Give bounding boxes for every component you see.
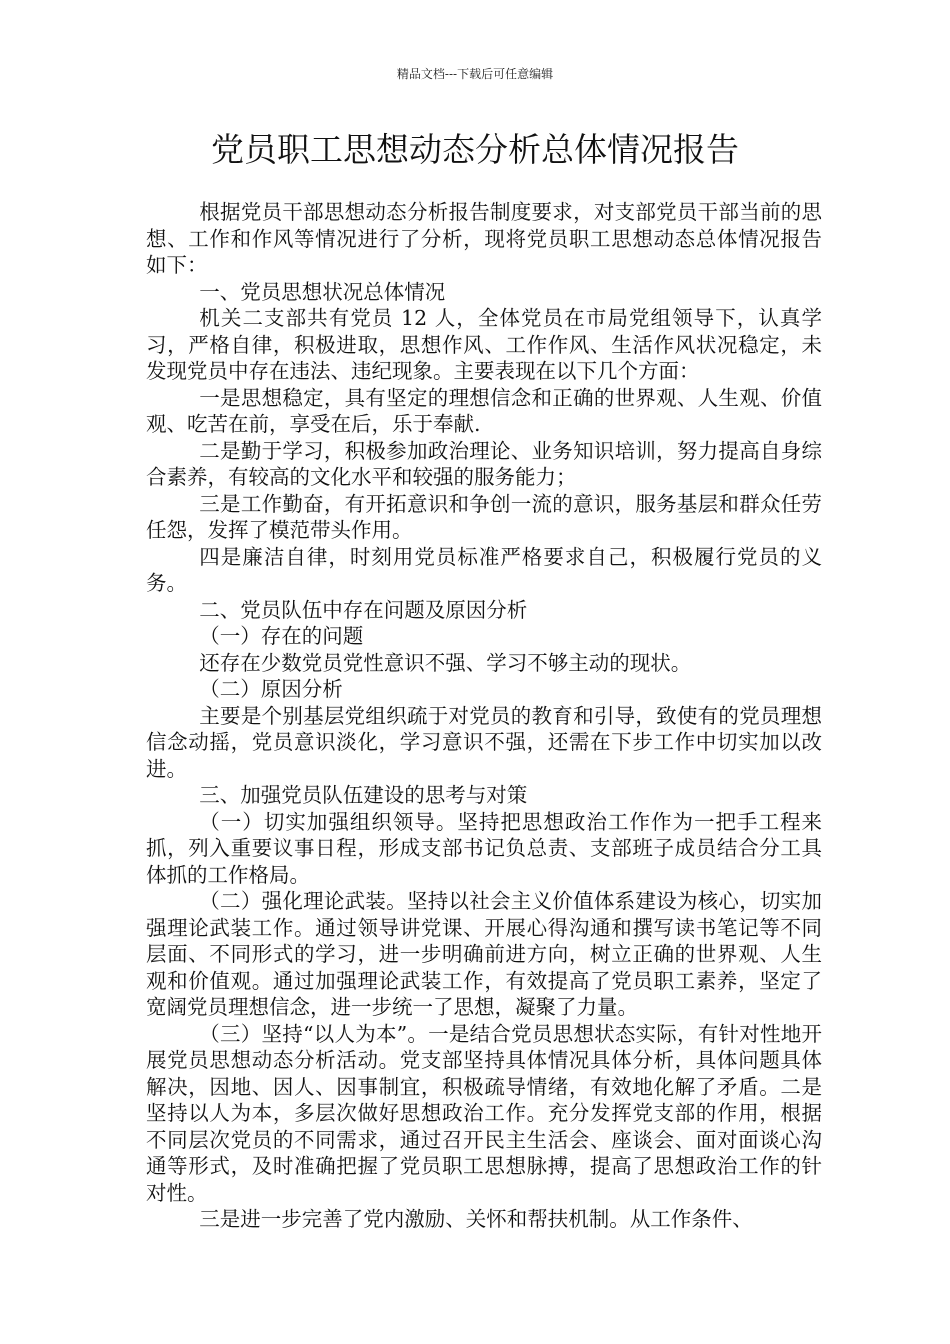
subsection-heading: （一）存在的问题 [199, 624, 364, 648]
body-paragraph: （二）强化理论武装。坚持以社会主义价值体系建设为核心，切实加强理论武装工作。通过领导讲党课、开展心得沟通和撰写读书笔记等不同层面、不同形式的学习，进一步明确前进方向，树立正确的世界观、人生观和价值观。通过加强理论武装工作，有效提高了党员职工素养，坚定了宽阔党员理想信念，进一步统一了思想，凝聚了力量。 [146, 889, 822, 1019]
document-body [146, 199, 822, 1233]
body-paragraph: （三）坚持“以人为本”。一是结合党员思想状态实际，有针对性地开展党员思想动态分析活动。党支部坚持具体情况具体分析，具体问题具体解决，因地、因人、因事制宜，积极疏导情绪，有效地化解了矛盾。二是坚持以人为本，多层次做好思想政治工作。充分发挥党支部的作用，根据不同层次党员的不同需求，通过召开民主生活会、座谈会、面对面谈心沟通等形式，及时准确把握了党员职工思想脉搏，提高了思想政治工作的针对性。 [146, 1021, 822, 1205]
header-note: 精品文档---下载后可任意编辑 [396, 67, 554, 81]
section-heading-3: 三、加强党员队伍建设的思考与对策 [199, 783, 528, 807]
body-paragraph: 一是思想稳定，具有坚定的理想信念和正确的世界观、人生观、价值观、吃苦在前，享受在后，乐于奉献. [146, 385, 822, 436]
body-paragraph: 二是勤于学习，积极参加政治理论、业务知识培训，努力提高自身综合素养，有较高的文化水平和较强的服务能力； [146, 438, 822, 489]
section-heading-1: 一、党员思想状况总体情况 [199, 279, 446, 304]
body-paragraph: 三是进一步完善了党内激励、关怀和帮扶机制。从工作条件、 [199, 1207, 753, 1231]
body-paragraph: 还存在少数党员党性意识不强、学习不够主动的现状。 [199, 650, 692, 675]
body-paragraph: 三是工作勤奋，有开拓意识和争创一流的意识，服务基层和群众任劳任怨，发挥了模范带头作用。 [146, 491, 822, 542]
body-paragraph: 机关二支部共有党员 12 人，全体党员在市局党组领导下，认真学习，严格自律，积极进取，思想作风、工作作风、生活作风状况稳定，未发现党员中存在违法、违纪现象。主要表现在以下几个方面： [146, 306, 822, 383]
body-paragraph: （一）切实加强组织领导。坚持把思想政治工作作为一把手工程来抓，列入重要议事日程，形成支部书记负总责、支部班子成员结合分工具体抓的工作格局。 [146, 809, 822, 887]
document-title: 党员职工思想动态分析总体情况报告 [211, 130, 739, 169]
section-heading-2: 二、党员队伍中存在问题及原因分析 [199, 597, 528, 622]
body-paragraph: 四是廉洁自律，时刻用党员标准严格要求自己，积极履行党员的义务。 [146, 544, 822, 595]
body-paragraph: 主要是个别基层党组织疏于对党员的教育和引导，致使有的党员理想信念动摇，党员意识淡化，学习意识不强，还需在下步工作中切实加以改进。 [146, 703, 822, 781]
subsection-heading: （二）原因分析 [199, 677, 343, 701]
intro-paragraph: 根据党员干部思想动态分析报告制度要求，对支部党员干部当前的思想、工作和作风等情况进行了分析，现将党员职工思想动态总体情况报告如下： [146, 200, 822, 277]
